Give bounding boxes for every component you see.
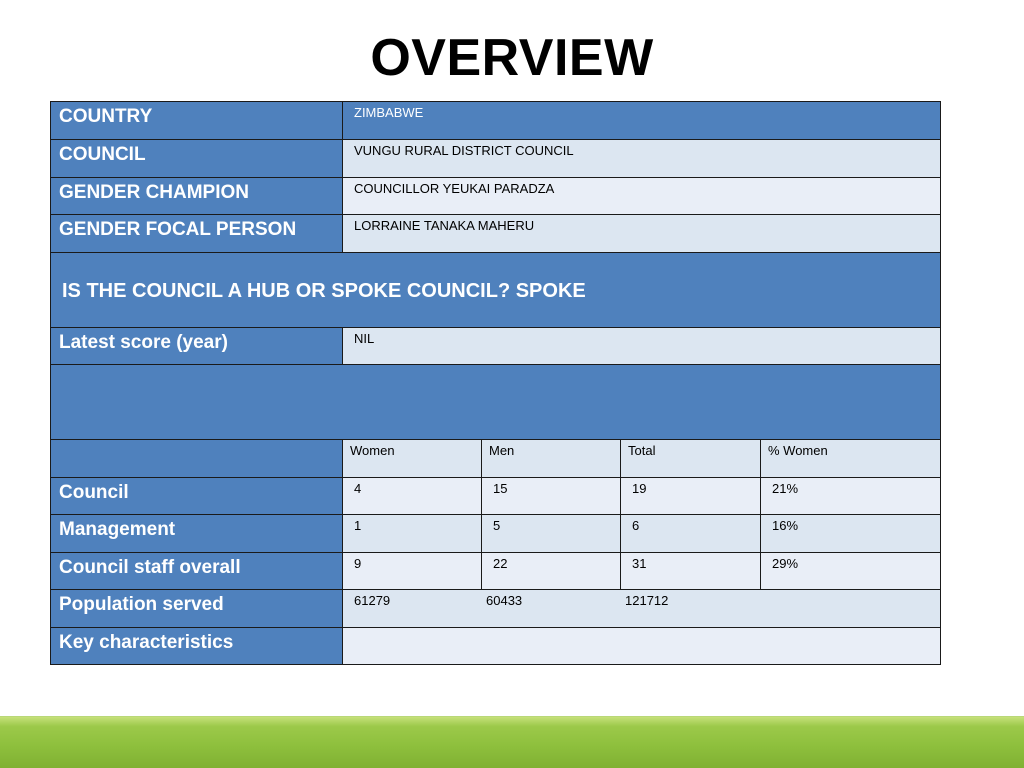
stats-header-empty — [51, 440, 343, 478]
table-row — [51, 253, 941, 328]
latest-score-value: NIL — [343, 328, 941, 365]
header-men: Men — [482, 440, 621, 478]
council-label: COUNCIL — [51, 140, 343, 178]
stat-men: 15 — [482, 478, 621, 515]
gender-champion-value: COUNCILLOR YEUKAI PARADZA — [343, 178, 941, 215]
population-women: 61279 — [354, 593, 391, 608]
stat-total: 6 — [621, 515, 761, 553]
gender-champion-label: GENDER CHAMPION — [51, 178, 343, 215]
header-pct-women: % Women — [761, 440, 941, 478]
table-row — [51, 515, 941, 553]
stats-header-row — [51, 440, 941, 478]
stat-women: 4 — [343, 478, 482, 515]
stat-pct: 21% — [761, 478, 941, 515]
table-row — [51, 365, 941, 440]
table-row — [51, 628, 941, 665]
gender-focal-person-label: GENDER FOCAL PERSON — [51, 215, 343, 253]
population-label: Population served — [51, 590, 343, 628]
slide-title: OVERVIEW — [370, 29, 654, 87]
population-men: 60433 — [486, 593, 523, 608]
table-row — [51, 590, 941, 628]
table-row — [51, 140, 941, 178]
stat-pct: 29% — [761, 553, 941, 590]
stat-men: 22 — [482, 553, 621, 590]
stat-row-label: Council staff overall — [51, 553, 343, 590]
stat-women: 9 — [343, 553, 482, 590]
country-value: ZIMBABWE — [343, 102, 941, 140]
stat-pct: 16% — [761, 515, 941, 553]
table-row — [51, 215, 941, 253]
stat-total: 31 — [621, 553, 761, 590]
table-row — [51, 478, 941, 515]
stat-row-label: Management — [51, 515, 343, 553]
council-value: VUNGU RURAL DISTRICT COUNCIL — [343, 140, 941, 178]
table-row — [51, 102, 941, 140]
key-characteristics-value — [343, 628, 941, 665]
footer-bar — [0, 716, 1024, 768]
overview-table — [50, 101, 941, 665]
table-row — [51, 553, 941, 590]
stat-men: 5 — [482, 515, 621, 553]
spacer-row — [51, 365, 941, 440]
population-values — [343, 590, 941, 628]
stat-women: 1 — [343, 515, 482, 553]
latest-score-label: Latest score (year) — [51, 328, 343, 365]
header-women: Women — [343, 440, 482, 478]
population-total: 121712 — [625, 593, 669, 608]
key-characteristics-label: Key characteristics — [51, 628, 343, 665]
stat-row-label: Council — [51, 478, 343, 515]
header-total: Total — [621, 440, 761, 478]
gender-focal-person-value: LORRAINE TANAKA MAHERU — [343, 215, 941, 253]
hub-spoke-question: IS THE COUNCIL A HUB OR SPOKE COUNCIL? SPOKE — [51, 253, 941, 328]
stat-total: 19 — [621, 478, 761, 515]
table-row — [51, 178, 941, 215]
country-label: COUNTRY — [51, 102, 343, 140]
table-row — [51, 328, 941, 365]
